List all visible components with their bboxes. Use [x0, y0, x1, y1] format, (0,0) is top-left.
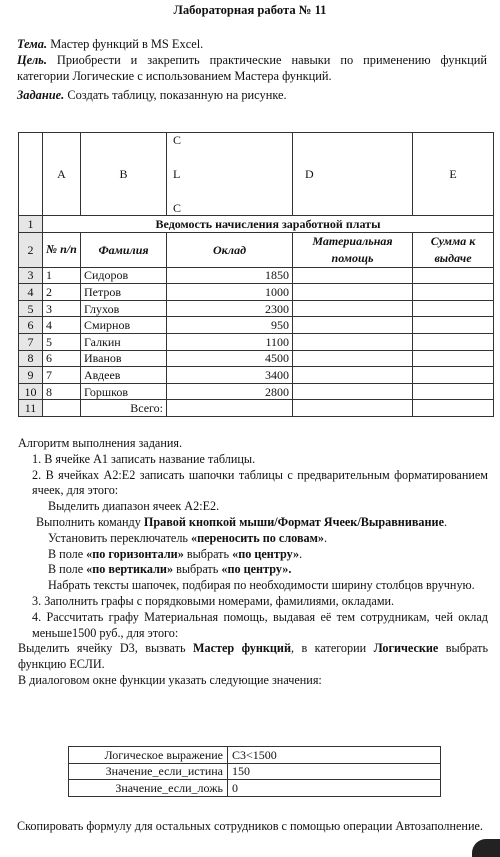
step-2d-bold1: «по горизонтали»: [86, 546, 184, 561]
cell-number: 3: [43, 300, 81, 317]
cell-total: [413, 383, 494, 400]
step-6: В диалоговом окне функции указать следующие значения:: [18, 672, 322, 687]
page-title: Лабораторная работа № 11: [173, 3, 327, 17]
cell-total: [413, 367, 494, 384]
cell-aid: [293, 333, 413, 350]
cell-surname: Глухов: [81, 300, 167, 317]
cell-total: [413, 317, 494, 334]
col-header-c: [167, 133, 293, 216]
step-4: 4. Рассчитать графу Материальная помощь, выдавая её тем сотрудникам, чей оклад меньше1500 руб., для этого:: [32, 609, 488, 640]
col-header-d-label: D: [305, 167, 314, 181]
cell-surname: Галкин: [81, 333, 167, 350]
step-5: [18, 641, 488, 673]
algorithm-heading: Алгоритм выполнения задания.: [18, 436, 183, 450]
function-arguments-table: [68, 746, 441, 797]
task-label: Задание.: [17, 88, 65, 102]
total-aid-cell: [293, 400, 413, 417]
header-number: [43, 232, 81, 267]
cell-surname: Петров: [81, 284, 167, 301]
cell-aid: [293, 350, 413, 367]
step-2d-pre: В поле: [48, 546, 87, 561]
header-surname: Фамилия: [81, 232, 167, 267]
row-number: 3: [19, 267, 43, 284]
row-number: 1: [19, 216, 43, 233]
table-row: [19, 317, 494, 334]
row-number: 4: [19, 284, 43, 301]
param-label: Значение_если_ложь: [69, 780, 228, 797]
dark-corner-shape: [472, 839, 500, 857]
spreadsheet-table: [18, 132, 494, 417]
header-number-label: № п/п: [46, 242, 77, 257]
step-2d-bold2: «по центру»: [232, 546, 300, 561]
table-row: [19, 232, 494, 267]
col-c-line-2: L: [173, 167, 181, 181]
cell-surname: Иванов: [81, 350, 167, 367]
step-2b-bold: Правой кнопкой мыши/Формат Ячеек/Выравнивание: [143, 514, 444, 529]
header-aid: Материальная помощь: [293, 232, 413, 267]
step-2-text: 2. В ячейках А2:Е2 записать шапочки таблицы с предварительным форматированием ячеек, для этого:: [32, 467, 488, 498]
step-2c-post: .: [324, 530, 328, 545]
cell-aid: [293, 300, 413, 317]
step-2b: [18, 515, 488, 531]
cell-number: 8: [43, 383, 81, 400]
step-2d-mid: выбрать: [183, 546, 233, 561]
row-number: 2: [19, 232, 43, 267]
table-row: [19, 300, 494, 317]
table-row: [19, 267, 494, 284]
step-2b-post: .: [443, 514, 448, 529]
column-header-row: [19, 133, 494, 216]
cell-surname: Смирнов: [81, 317, 167, 334]
cell-salary: 1100: [167, 333, 293, 350]
step-2e-pre: В поле: [48, 562, 87, 577]
cell-salary: 950: [167, 317, 293, 334]
cell-salary: 1000: [167, 284, 293, 301]
cell-aid: [293, 383, 413, 400]
goal-label: Цель.: [17, 53, 47, 67]
total-label: Всего:: [81, 400, 167, 417]
col-c-line-3: C: [173, 201, 182, 215]
step-5-bold2: Логические: [373, 641, 439, 656]
row-number: 8: [19, 350, 43, 367]
param-row: [69, 763, 441, 780]
param-value: 0: [228, 780, 441, 797]
col-header-e: E: [413, 133, 494, 216]
param-value: 150: [228, 763, 441, 780]
task-text: Создать таблицу, показанную на рисунке.: [64, 88, 287, 102]
cell-aid: [293, 284, 413, 301]
step-2e-mid: выбрать: [173, 562, 222, 577]
cell-salary: 2800: [167, 383, 293, 400]
step-2f: Набрать тексты шапочек, подбирая по необходимости ширину столбцов вручную.: [48, 578, 475, 593]
step-2d: [18, 547, 488, 563]
total-salary-cell: [167, 400, 293, 417]
cell-surname: Сидоров: [81, 267, 167, 284]
col-header-b: B: [81, 133, 167, 216]
cell-total: [413, 333, 494, 350]
step-2: [18, 468, 488, 500]
step-2a: Выделить диапазон ячеек А2:Е2.: [48, 499, 220, 514]
param-label: Логическое выражение: [69, 747, 228, 764]
step-2c-pre: Установить переключатель: [48, 530, 192, 545]
task-line: [17, 88, 487, 104]
row-number: 11: [19, 400, 43, 417]
step-5-mid: , в категории: [290, 641, 374, 656]
step-2e-bold2: «по центру».: [221, 562, 292, 577]
step-2c-bold: «переносить по словам»: [191, 530, 325, 545]
step-1: 1. В ячейке А1 записать название таблицы.: [32, 451, 256, 466]
theme-line: [17, 37, 487, 53]
corner-cell: [19, 133, 43, 216]
step-2d-post: .: [299, 546, 303, 561]
col-header-d: [293, 133, 413, 216]
step-2b-pre: Выполнить команду: [36, 514, 144, 529]
cell-number: 5: [43, 333, 81, 350]
total-sum-cell: [413, 400, 494, 417]
cell-salary: 3400: [167, 367, 293, 384]
param-value: C3<1500: [228, 747, 441, 764]
theme-label: Тема.: [17, 37, 48, 51]
algorithm-section: [18, 436, 488, 689]
table-row: [19, 383, 494, 400]
cell-surname: Горшков: [81, 383, 167, 400]
cell-total: [413, 350, 494, 367]
table-row: [19, 333, 494, 350]
table-row: [19, 284, 494, 301]
header-salary: Оклад: [167, 232, 293, 267]
row-number: 6: [19, 317, 43, 334]
table-row: [19, 216, 494, 233]
step-5-post: выбрать функцию ЕСЛИ.: [18, 641, 489, 672]
table-title-cell: Ведомость начисления заработной платы: [43, 216, 494, 233]
cell-total: [413, 267, 494, 284]
cell-aid: [293, 267, 413, 284]
cell-aid: [293, 367, 413, 384]
cell-salary: 2300: [167, 300, 293, 317]
goal-paragraph: [17, 53, 487, 84]
total-empty-cell: [43, 400, 81, 417]
cell-number: 6: [43, 350, 81, 367]
cell-number: 1: [43, 267, 81, 284]
table-row: [19, 400, 494, 417]
cell-number: 4: [43, 317, 81, 334]
theme-text: Мастер функций в MS Excel.: [47, 37, 204, 51]
row-number: 10: [19, 383, 43, 400]
param-row: [69, 780, 441, 797]
step-3: 3. Заполнить графы с порядковыми номерами, фамилиями, окладами.: [32, 593, 395, 608]
cell-salary: 4500: [167, 350, 293, 367]
row-number: 9: [19, 367, 43, 384]
col-c-line-1: C: [173, 133, 182, 147]
cell-total: [413, 284, 494, 301]
goal-text: Приобрести и закрепить практические навыки по применению функций категории Логические с использованием Мастера функций.: [17, 53, 487, 83]
table-row: [19, 367, 494, 384]
footer-paragraph: Скопировать формулу для остальных сотрудников с помощью операции Автозаполнение.: [17, 819, 483, 833]
header-total: Сумма к выдаче: [413, 232, 494, 267]
cell-number: 2: [43, 284, 81, 301]
param-row: [69, 747, 441, 764]
cell-total: [413, 300, 494, 317]
param-label: Значение_если_истина: [69, 763, 228, 780]
step-2c: [18, 531, 488, 547]
cell-surname: Авдеев: [81, 367, 167, 384]
step-2e-bold1: «по вертикали»: [86, 562, 174, 577]
row-number: 7: [19, 333, 43, 350]
cell-salary: 1850: [167, 267, 293, 284]
cell-aid: [293, 317, 413, 334]
cell-number: 7: [43, 367, 81, 384]
col-header-a: A: [43, 133, 81, 216]
step-5-pre: Выделить ячейку D3, вызвать: [18, 641, 193, 656]
step-2e: [18, 562, 488, 578]
table-row: [19, 350, 494, 367]
row-number: 5: [19, 300, 43, 317]
step-5-bold1: Мастер функций: [193, 641, 291, 656]
